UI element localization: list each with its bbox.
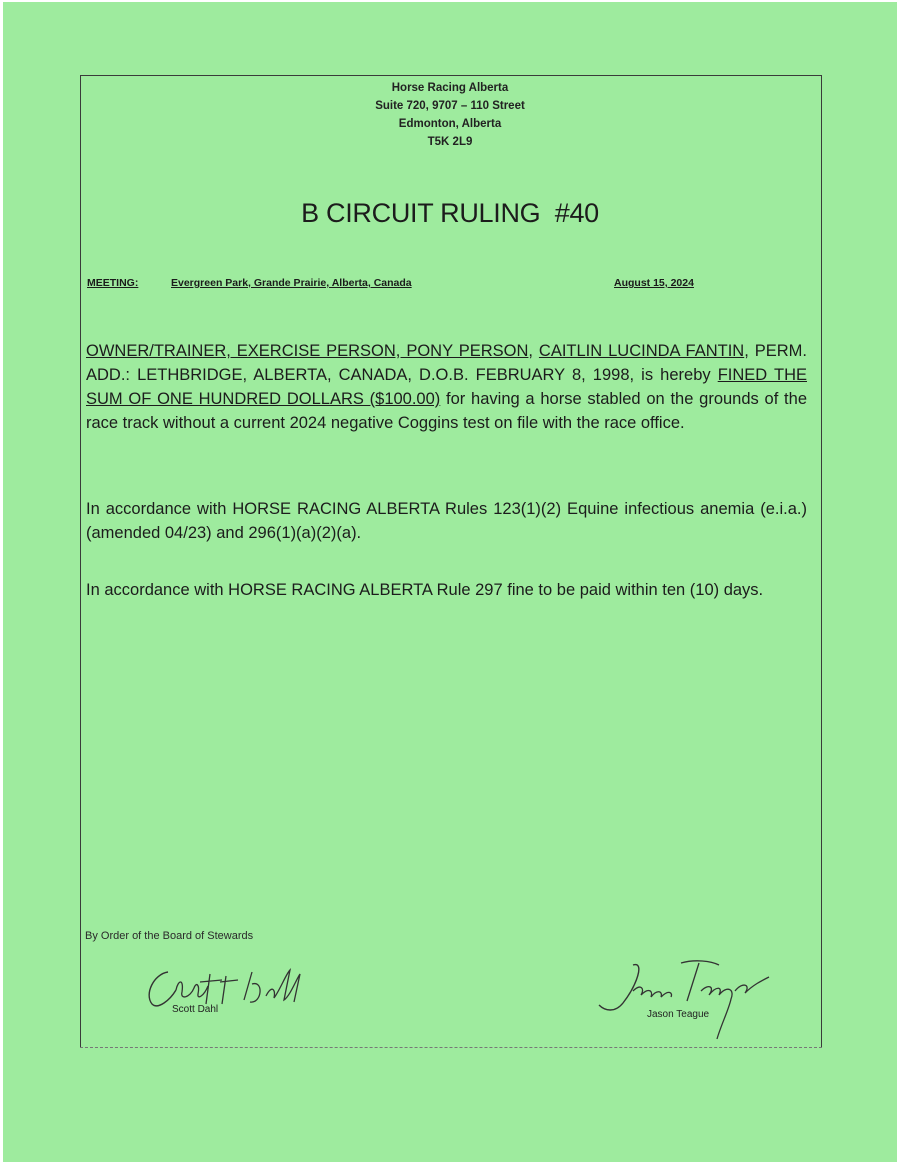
ruling-paragraph-3: In accordance with HORSE RACING ALBERTA Rule 297 fine to be paid within ten (10) days. (86, 581, 764, 599)
ruling-roles: OWNER/TRAINER, EXERCISE PERSON, PONY PERSON (86, 342, 529, 360)
letterhead (300, 79, 600, 151)
signature-jason-teague (593, 955, 773, 1045)
ruling-separator: , (528, 342, 539, 360)
signature-scott-dahl (140, 960, 320, 1020)
letterhead-address-line2: Edmonton, Alberta (398, 118, 502, 130)
ruling-fine-amount: FINED THE SUM OF ONE HUNDRED DOLLARS ($100.00) (86, 366, 807, 408)
frame-top-border (80, 75, 822, 76)
signer-name-left: Scott Dahl (172, 1004, 219, 1015)
meeting-label: MEETING: (87, 277, 139, 289)
order-of-stewards: By Order of the Board of Stewards (85, 930, 254, 942)
letterhead-address-line1: Suite 720, 9707 – 110 Street (375, 100, 525, 112)
meeting-date: August 15, 2024 (614, 277, 694, 289)
ruling-paragraph-2: In accordance with HORSE RACING ALBERTA Rules 123(1)(2) Equine infectious anemia (e.i.a.) (amended 04/23) and 296(1)(a)(2)(a). (86, 500, 807, 542)
frame-left-border (80, 75, 81, 1047)
meeting-location: Evergreen Park, Grande Prairie, Alberta, Canada (171, 277, 412, 289)
ruling-reason: for having a horse stabled on the grounds of the race track without a current 2024 negative Coggins test on file with the race office. (86, 390, 807, 432)
ruling-person-name: CAITLIN LUCINDA FANTIN (538, 342, 745, 360)
letterhead-org: Horse Racing Alberta (391, 82, 509, 94)
frame-right-border (821, 75, 822, 1047)
ruling-person-details: , PERM. ADD.: LETHBRIDGE, ALBERTA, CANADA, D.O.B. FEBRUARY 8, 1998, is hereby (86, 342, 807, 384)
ruling-title: B CIRCUIT RULING #40 (301, 198, 599, 228)
signer-name-right: Jason Teague (647, 1009, 710, 1020)
letterhead-postal-code: T5K 2L9 (427, 136, 473, 148)
ruling-paragraph-1 (86, 339, 807, 435)
frame-bottom-border (80, 1047, 822, 1048)
